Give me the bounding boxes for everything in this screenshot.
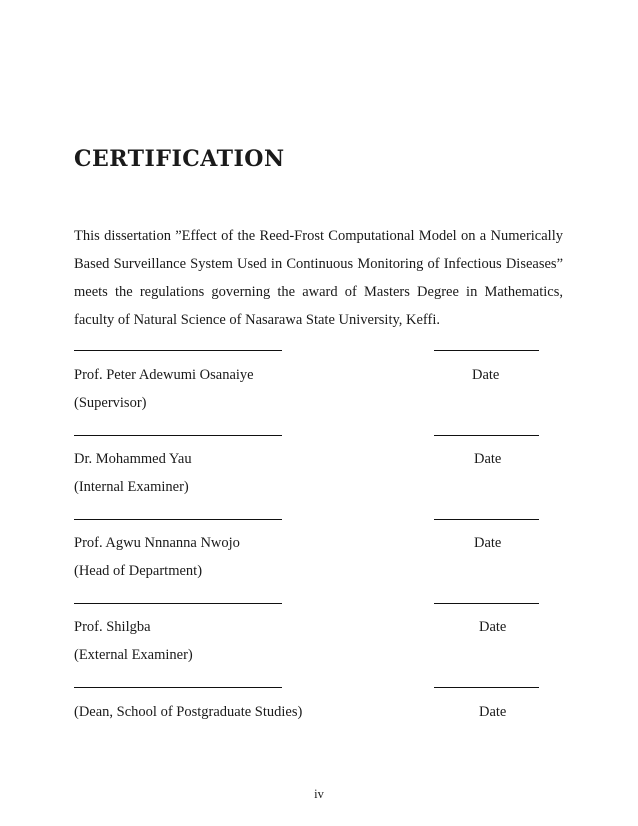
signatory-name: (Dean, School of Postgraduate Studies) <box>74 704 303 720</box>
signature-line <box>74 687 282 688</box>
date-label: Date <box>472 367 500 383</box>
signature-line <box>74 603 282 604</box>
date-line <box>434 603 539 604</box>
date-line <box>434 350 539 351</box>
signatory-role: (External Examiner) <box>74 647 193 663</box>
date-line <box>434 519 539 520</box>
date-label: Date <box>479 704 507 720</box>
signatory-role: (Head of Department) <box>74 563 203 579</box>
signature-line <box>74 435 282 436</box>
date-label: Date <box>479 619 507 635</box>
signatory-name: Prof. Shilgba <box>74 619 151 635</box>
date-label: Date <box>474 535 502 551</box>
signatory-name: Prof. Agwu Nnnanna Nwojo <box>74 535 240 551</box>
certification-paragraph: This dissertation ”Effect of the Reed-Frost Computational Model on a Numerically Based Surveillance System Used in Continuous Monitoring of Infectious Diseases” meets the regulations governing the award of Masters Degree in Mathematics, faculty of Natural Science of Nasarawa State University, Keffi. <box>74 228 563 328</box>
page-title: CERTIFICATION <box>74 146 285 172</box>
date-label: Date <box>474 451 502 467</box>
signatory-role: (Internal Examiner) <box>74 479 189 495</box>
signatory-role: (Supervisor) <box>74 395 147 411</box>
date-line <box>434 687 539 688</box>
page-number: iv <box>314 787 324 801</box>
signature-line <box>74 519 282 520</box>
signatory-name: Dr. Mohammed Yau <box>74 451 192 467</box>
signatory-name: Prof. Peter Adewumi Osanaiye <box>74 367 254 383</box>
date-line <box>434 435 539 436</box>
signature-line <box>74 350 282 351</box>
